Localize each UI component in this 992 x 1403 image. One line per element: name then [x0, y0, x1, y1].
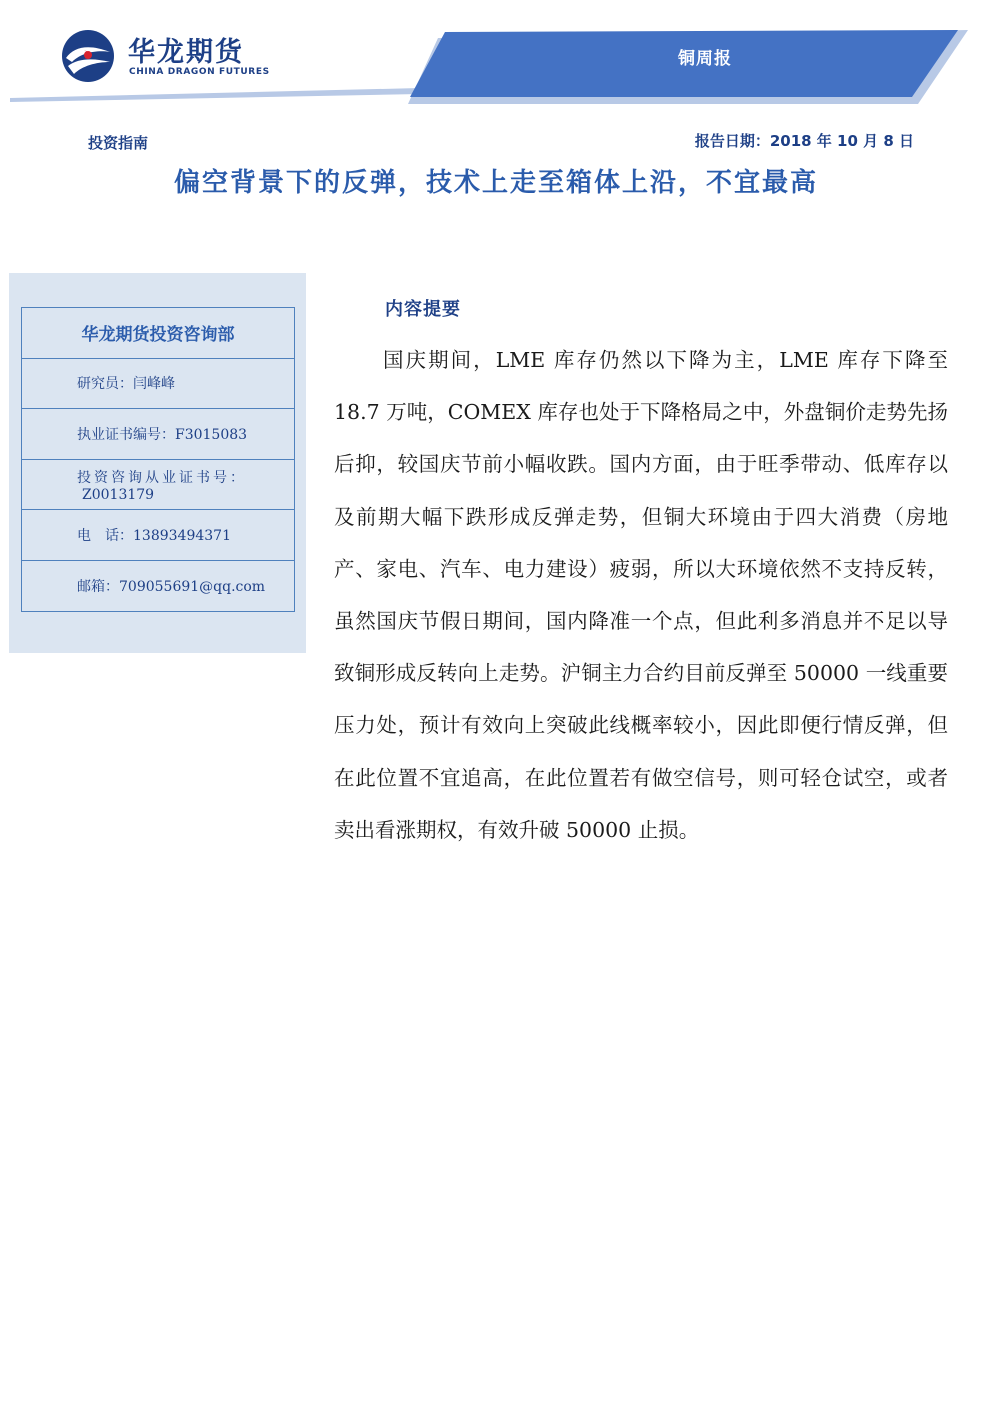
consulting-certificate-label: 投资咨询从业证书号： — [77, 469, 247, 486]
analyst-info-box — [21, 307, 295, 612]
china-dragon-futures-logo-icon — [60, 28, 116, 84]
consulting-certificate — [22, 460, 294, 511]
practice-certificate: 执业证书编号：F3015083 — [22, 409, 294, 460]
department-name: 华龙期货投资咨询部 — [22, 308, 294, 359]
report-type-label: 铜周报 — [678, 49, 732, 69]
section-tag: 投资指南 — [88, 134, 149, 152]
report-title: 偏空背景下的反弹，技术上走至箱体上沿，不宜最高 — [173, 168, 818, 198]
summary-heading: 内容提要 — [385, 299, 461, 320]
report-date: 报告日期：2018 年 10 月 8 日 — [694, 132, 914, 150]
report-header — [0, 0, 992, 110]
consulting-certificate-number: Z0013179 — [82, 486, 155, 503]
email-address: 邮箱：709055691@qq.com — [77, 578, 266, 595]
summary-body: 国庆期间，LME 库存仍然以下降为主，LME 库存下降至 18.7 万吨，COMEX 库存也处于下降格局之中，外盘铜价走势先扬后抑，较国庆节前小幅收跌。国内方面，由于旺季带动、低库存以及前期大幅下跌形成反弹走势，但铜大环境由于四大消费（房地产、家电、汽车、电力建设）疲弱，所以大环境依然不支持反转，虽然国庆节假日期间，国内降准一个点，但此利多消息并不足以导致铜形成反转向上走势。沪铜主力合约目前反弹至 50000 一线重要压力处，预计有效向上突破此线概率较小，因此即便行情反弹，但在此位置不宜追高，在此位置若有做空信号，则可轻仓试空，或者卖出看涨期权，有效升破 50000 止损。 — [334, 348, 948, 842]
brand-name-cn: 华龙期货 — [128, 37, 244, 68]
phone-number: 电 话：13893494371 — [22, 510, 294, 561]
info-panel — [9, 273, 306, 653]
researcher-name: 研究员：闫峰峰 — [22, 359, 294, 410]
brand-name-en: CHINA DRAGON FUTURES — [129, 67, 270, 77]
